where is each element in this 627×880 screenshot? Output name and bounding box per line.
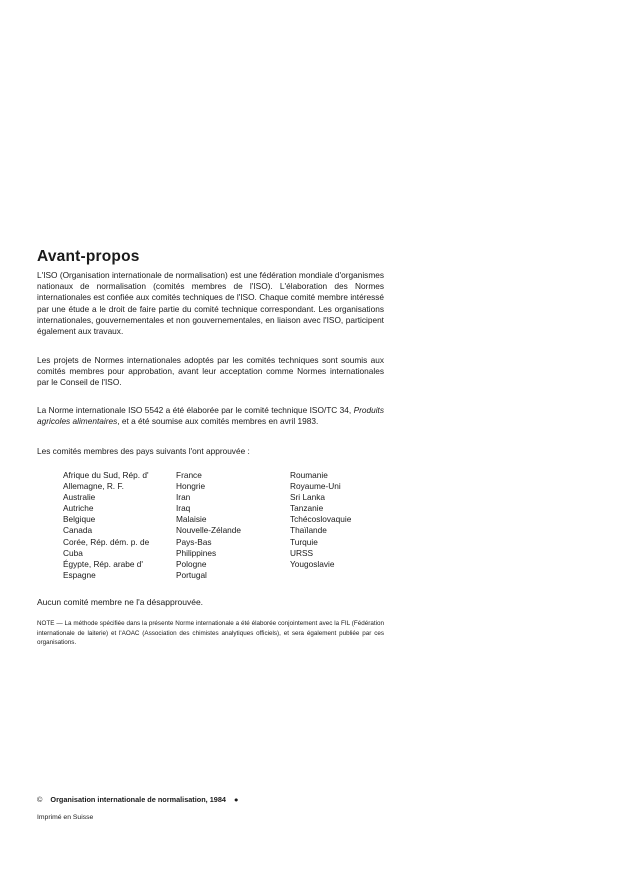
printed-in: Imprimé en Suisse — [37, 814, 94, 821]
country-item: Pologne — [176, 558, 207, 569]
country-item: Tchécoslovaquie — [290, 514, 352, 525]
bullet-icon: ● — [233, 795, 239, 804]
country-column-3 — [290, 470, 351, 570]
country-item: Iraq — [176, 503, 191, 514]
paragraph-iso-5542 — [37, 405, 384, 427]
country-item: Yougoslavie — [290, 558, 335, 569]
country-item: Turquie — [290, 536, 318, 547]
country-item: Roumanie — [290, 470, 328, 480]
copyright-text: Organisation internationale de normalisation, 1984 — [50, 795, 226, 804]
committee-title: Produits agricoles alimentaires — [37, 405, 384, 427]
note-paragraph: NOTE — La méthode spécifiée dans la présente Norme internationale a été élaborée conjointement avec la FIL (Fédération internationale de laiterie) et l'AOAC (Association des chimistes analytiques officiels), et sera également publiée par ces organisations. — [37, 620, 384, 647]
country-item: Sri Lanka — [290, 492, 326, 503]
country-item: Hongrie — [176, 481, 206, 492]
document-page — [37, 0, 589, 880]
country-list — [63, 470, 403, 585]
country-item: Portugal — [176, 569, 207, 580]
paragraph-approvers-intro: Les comités membres des pays suivants l'ont approuvée : — [37, 446, 250, 456]
paragraph-disapproval: Aucun comité membre ne l'a désapprouvée. — [37, 597, 204, 607]
copyright-symbol: © — [37, 795, 43, 804]
country-item: France — [176, 470, 202, 480]
country-item: Pays-Bas — [176, 536, 212, 547]
country-item: Autriche — [63, 503, 94, 514]
country-column-2 — [176, 470, 241, 581]
country-item: Thaïlande — [290, 525, 327, 536]
country-column-1 — [63, 470, 149, 581]
country-item: Philippines — [176, 547, 217, 558]
copyright-line — [37, 795, 238, 804]
country-item: Australie — [63, 492, 96, 503]
country-item: Belgique — [63, 514, 96, 525]
p3-end: , et a été soumise aux comités membres en avril 1983. — [117, 416, 319, 427]
country-item: Espagne — [63, 569, 96, 580]
section-heading: Avant-propos — [37, 248, 140, 265]
country-item: URSS — [290, 547, 314, 558]
country-item: Afrique du Sud, Rép. d' — [63, 470, 149, 480]
country-item: Canada — [63, 525, 93, 536]
country-item: Égypte, Rép. arabe d' — [63, 558, 143, 569]
country-item: Malaisie — [176, 514, 207, 525]
country-item: Tanzanie — [290, 503, 324, 514]
p3-start: La Norme internationale ISO 5542 a été élaborée par le comité technique ISO/TC 34, — [37, 405, 354, 415]
country-item: Nouvelle-Zélande — [176, 525, 242, 536]
country-item: Cuba — [63, 547, 83, 558]
country-item: Allemagne, R. F. — [63, 481, 124, 492]
country-item: Royaume-Uni — [290, 481, 341, 492]
paragraph-draft-standards: Les projets de Normes internationales adoptés par les comités techniques sont soumis aux comités membres pour approbation, avant leur acceptation comme Normes internationales par le Conseil de l'ISO. — [37, 355, 384, 388]
country-item: Iran — [176, 492, 191, 503]
paragraph-iso-intro: L'ISO (Organisation internationale de normalisation) est une fédération mondiale d'organismes nationaux de normalisation (comités membres de l'ISO). L'élaboration des Normes internationales est confiée aux comités techniques de l'ISO. Chaque comité membre intéressé par une étude a le droit de faire partie du comité technique correspondant. Les organisations internationales, gouvernementales et non gouvernementales, en liaison avec l'ISO, participent également aux travaux. — [37, 270, 384, 337]
country-item: Corée, Rép. dém. p. de — [63, 536, 150, 547]
